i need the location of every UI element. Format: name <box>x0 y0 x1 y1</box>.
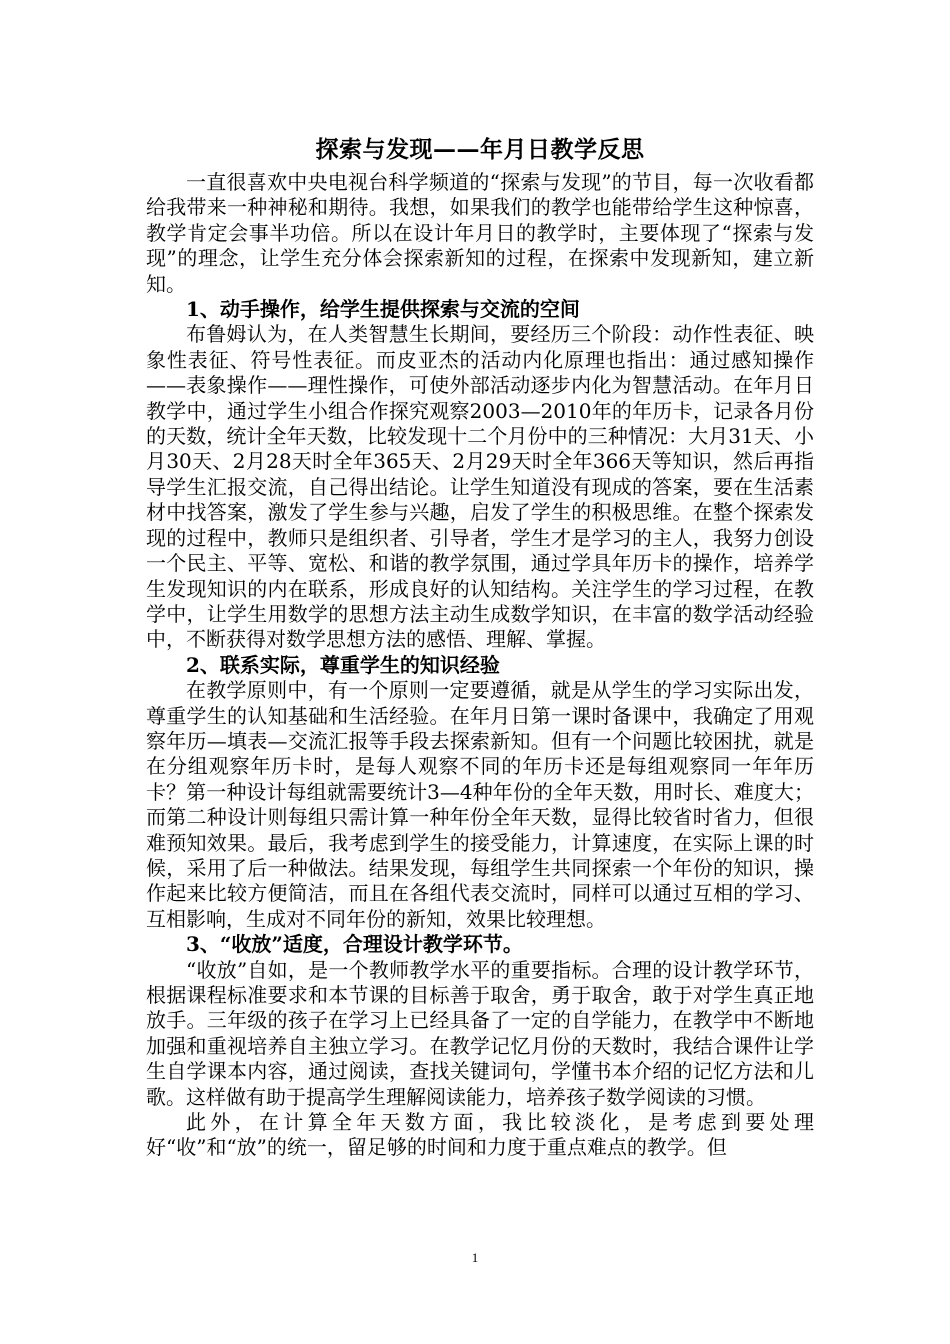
section-3-body: “收放”自如，是一个教师教学水平的重要指标。合理的设计教学环节，根据课程标准要求和本节课的目标善于取舍，勇于取舍，敢于对学生真正地放手。三年级的孩子在学习上已经具备了一定的自学能力，在教学中不断地加强和重视培养自主独立学习。在教学记忆月份的天数时，我结合课件让学生自学课本内容，通过阅读，查找关键词句，学懂书本介绍的记忆方法和儿歌。这样做有助于提高学生理解阅读能力，培养孩子数学阅读的习惯。 <box>146 957 814 1109</box>
section-2-heading: 2、联系实际，尊重学生的知识经验 <box>186 652 500 677</box>
section-3-heading: 3、“收放”适度，合理设计教学环节。 <box>186 932 523 957</box>
section-2-body: 在教学原则中，有一个原则一定要遵循，就是从学生的学习实际出发，尊重学生的认知基础和生活经验。在年月日第一课时备课中，我确定了用观察年历—填表—交流汇报等手段去探索新知。但有一个问题比较困扰，就是在分组观察年历卡时，是每人观察不同的年历卡还是每组观察同一年年历卡？第一种设计每组就需要统计3—4种年份的全年天数，用时长、难度大；而第二种设计则每组只需计算一种年份全年天数，显得比较省时省力，但很难预知效果。最后，我考虑到学生的接受能力，计算速度，在实际上课的时候，采用了后一种做法。结果发现，每组学生共同探索一个年份的知识，操作起来比较方便简洁，而且在各组代表交流时，同样可以通过互相的学习、互相影响，生成对不同年份的新知，效果比较理想。 <box>146 678 814 931</box>
section-1-heading: 1、动手操作，给学生提供探索与交流的空间 <box>186 297 580 322</box>
document-page <box>146 130 814 1161</box>
document-title: 探索与发现——年月日教学反思 <box>315 136 645 163</box>
section-1-body: 布鲁姆认为，在人类智慧生长期间，要经历三个阶段：动作性表征、映象性表征、符号性表征。而皮亚杰的活动内化原理也指出：通过感知操作——表象操作——理性操作，可使外部活动逐步内化为智慧活动。在年月日教学中，通过学生小组合作探究观察2003—2010年的年历卡，记录各月份的天数，统计全年天数，比较发现十二个月份中的三种情况：大月31天、小月30天、2月28天时全年365天、2月29天时全年366天等知识，然后再指导学生汇报交流，自己得出结论。让学生知道没有现成的答案，要在生活素材中找答案，激发了学生参与兴趣，启发了学生的积极思维。在整个探索发现的过程中，教师只是组织者、引导者，学生才是学习的主人，我努力创设一个民主、平等、宽松、和谐的教学氛围，通过学具年历卡的操作，培养学生发现知识的内在联系，形成良好的认知结构。关注学生的学习过程，在教学中，让学生用数学的思想方法主动生成数学知识，在丰富的数学活动经验中，不断获得对数学思想方法的感悟、理解、掌握。 <box>146 322 814 652</box>
intro-paragraph: 一直很喜欢中央电视台科学频道的“探索与发现”的节目，每一次收看都给我带来一种神秘和期待。我想，如果我们的教学也能带给学生这种惊喜，教学肯定会事半功倍。所以在设计年月日的教学时，主要体现了“探索与发现”的理念，让学生充分体会探索新知的过程，在探索中发现新知，建立新知。 <box>146 170 814 296</box>
closing-paragraph: 此外，在计算全年天数方面，我比较淡化，是考虑到要处理好“收”和“放”的统一，留足够的时间和力度于重点难点的教学。但 <box>146 1110 814 1160</box>
page-number: 1 <box>471 1250 479 1265</box>
